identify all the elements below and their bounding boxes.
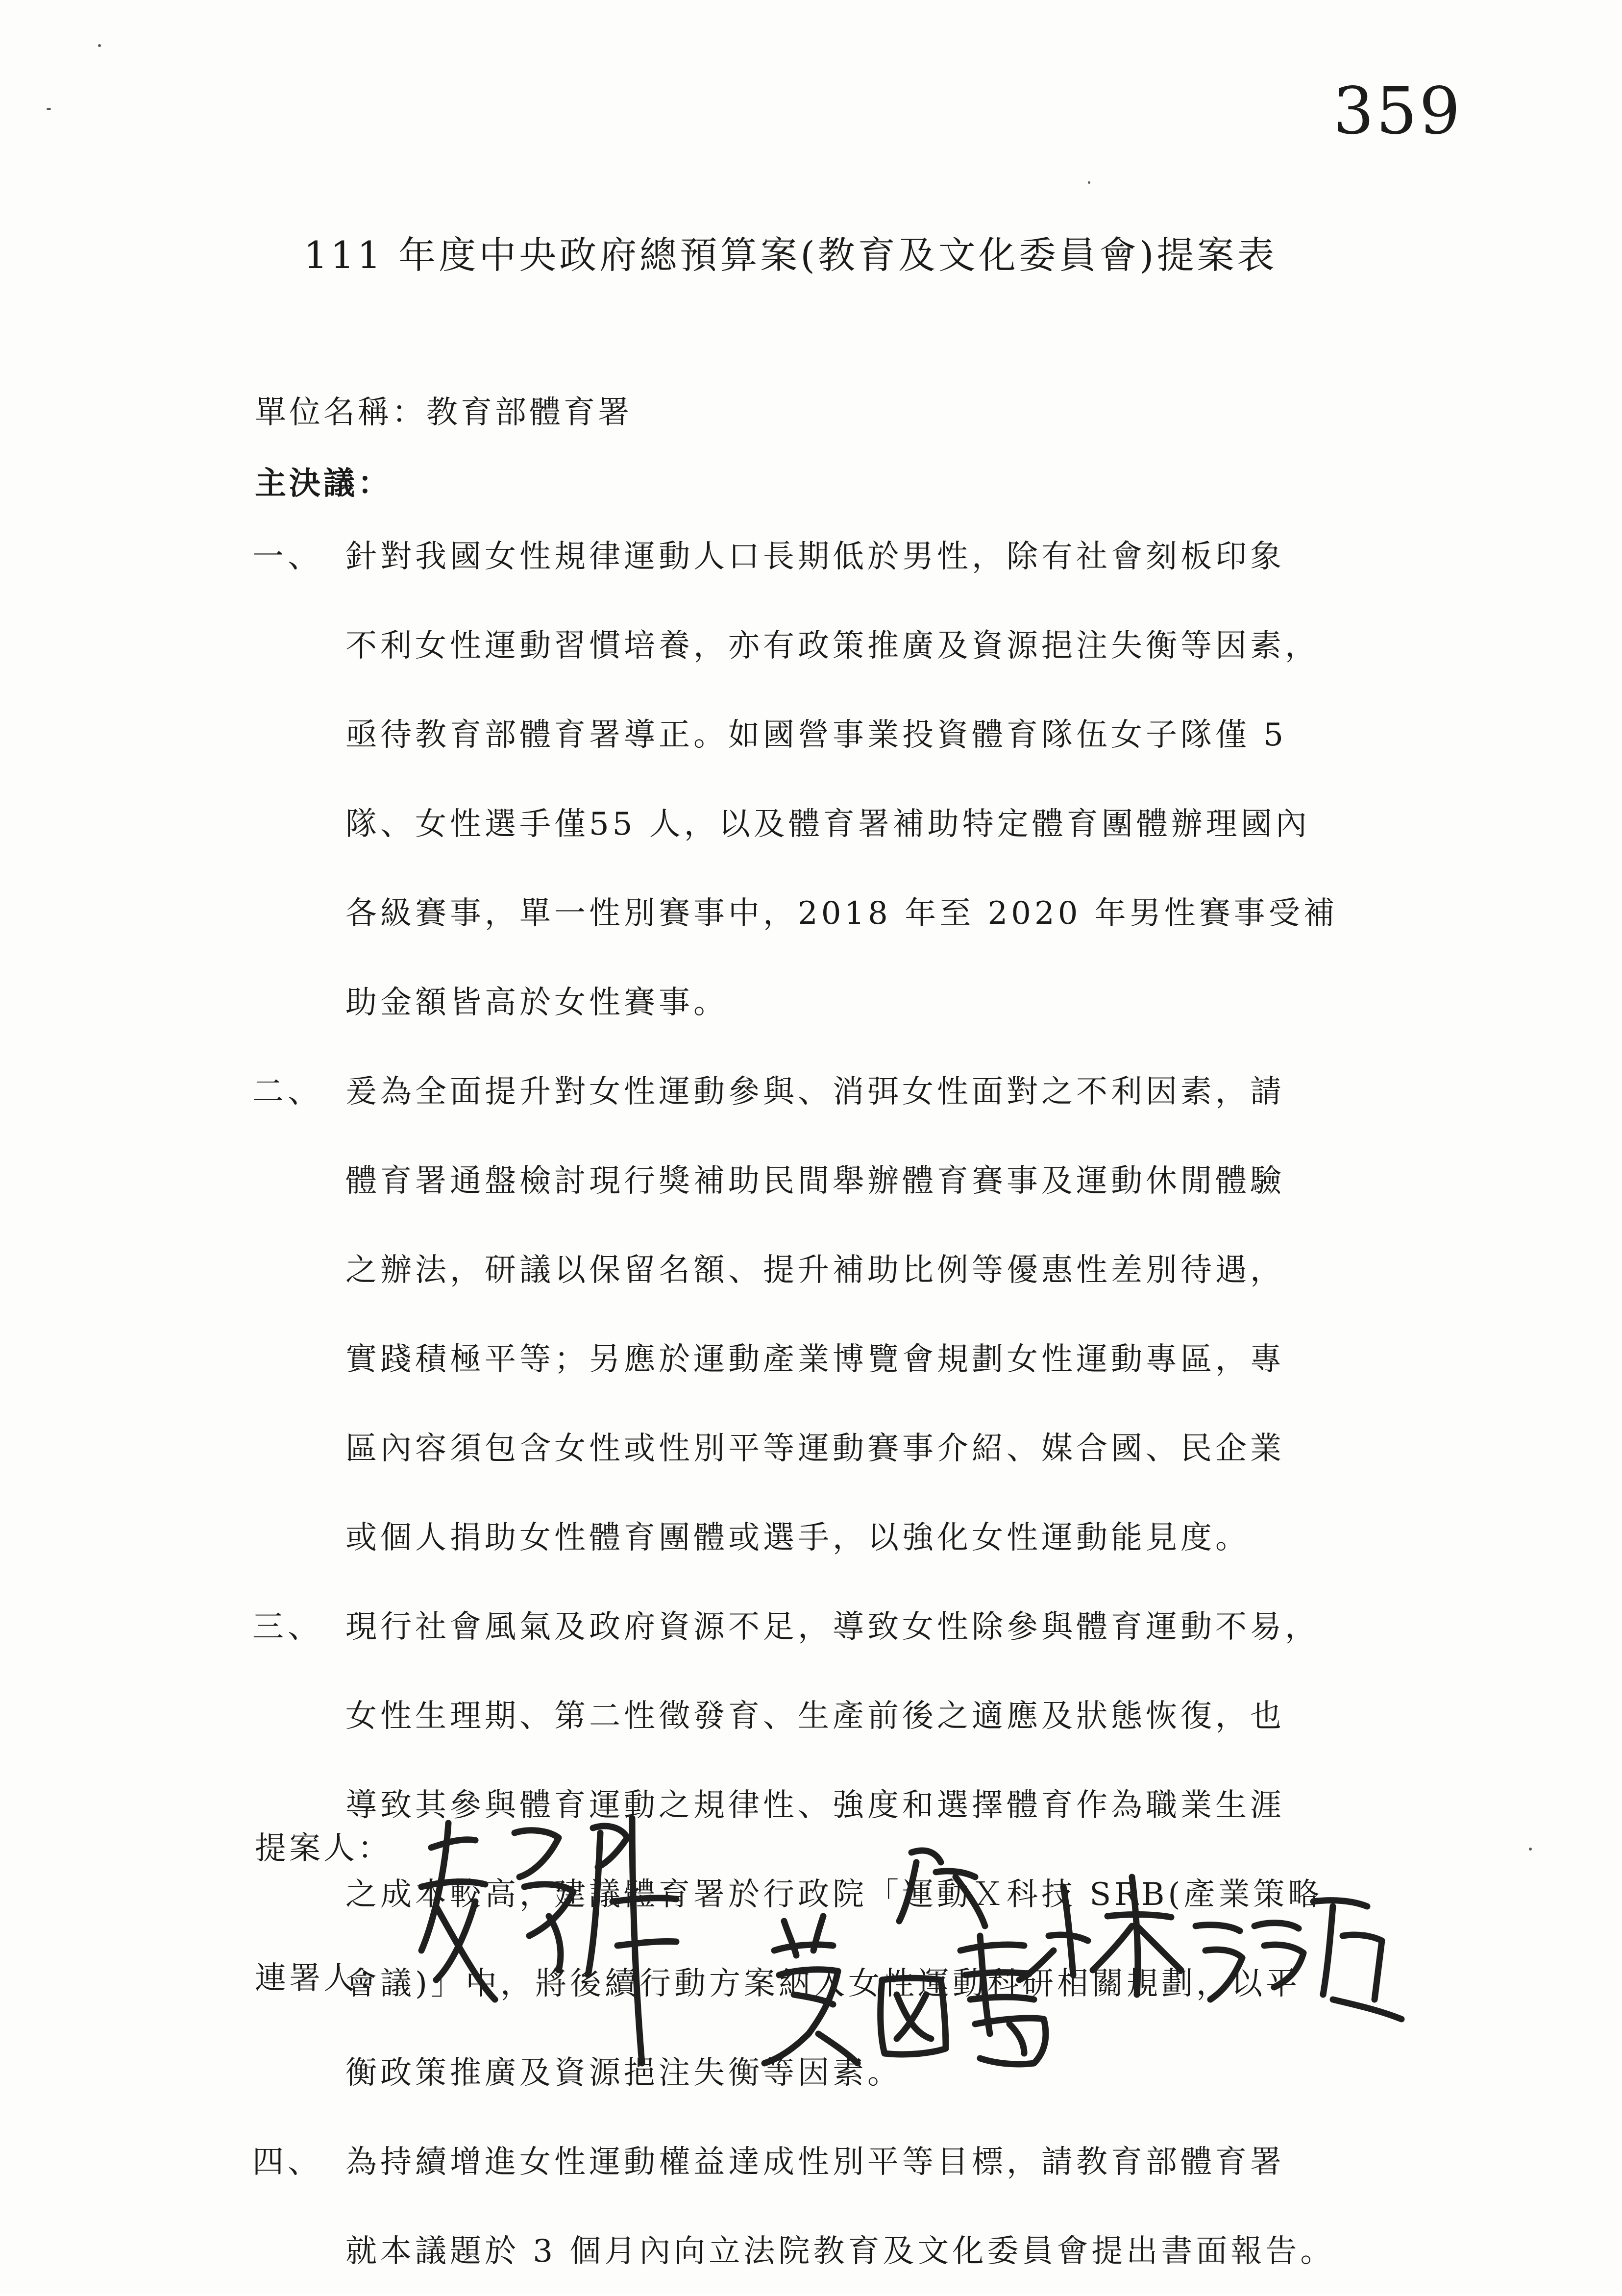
- resolution-item: [252, 512, 1379, 1047]
- item-line: 區內容須包含女性或性別平等運動賽事介紹、媒合國、民企業: [345, 1431, 1285, 1467]
- signature-2: [764, 1851, 985, 2063]
- item-line: 女性生理期、第二性徵發育、生產前後之適應及狀態恢復，也: [345, 1698, 1285, 1734]
- signature-3: [960, 1877, 1401, 2064]
- resolution-item: [252, 1047, 1379, 1582]
- item-line: 導致其參與體育運動之規律性、強度和選擇體育作為職業生涯: [345, 1787, 1285, 1824]
- item-line: 體育署通盤檢討現行獎補助民間舉辦體育賽事及運動休閒體驗: [345, 1163, 1285, 1199]
- item-line: 會議)」中，將後續行動方案納入女性運動科研相關規劃，以平: [345, 1966, 1301, 2002]
- item-line: 為持續增進女性運動權益達成性別平等目標，請教育部體育署: [345, 2144, 1285, 2180]
- resolution-item: [252, 2118, 1379, 2296]
- item-marker: 四、: [252, 2144, 323, 2180]
- scan-speck: [98, 44, 101, 47]
- item-marker: 二、: [252, 1074, 323, 1110]
- item-text: [345, 512, 1355, 1047]
- page-number: 359: [1333, 74, 1462, 149]
- proposer-label: 提案人：: [255, 1830, 392, 1867]
- item-line: 之成本較高，建議體育署於行政院「運動Ｘ科技 SRB(產業策略: [345, 1876, 1323, 1913]
- item-line: 不利女性運動習慣培養，亦有政策推廣及資源挹注失衡等因素，: [345, 628, 1320, 664]
- item-line: 就本議題於 3 個月內向立法院教育及文化委員會提出書面報告。: [345, 2233, 1335, 2270]
- item-line: 實踐積極平等；另應於運動產業博覽會規劃女性運動專區，專: [345, 1341, 1285, 1378]
- item-text: [345, 2118, 1355, 2296]
- item-marker: 一、: [252, 539, 323, 575]
- item-line: 或個人捐助女性體育團體或選手，以強化女性運動能見度。: [345, 1520, 1250, 1556]
- signature-1: [421, 1818, 676, 2063]
- item-line: 衡政策推廣及資源挹注失衡等因素。: [345, 2055, 902, 2091]
- scan-speck: [47, 108, 51, 110]
- item-line: 之辦法，研議以保留名額、提升補助比例等優惠性差別待遇，: [345, 1252, 1285, 1288]
- item-line: 隊、女性選手僅55 人，以及體育署補助特定體育團體辦理國內: [345, 806, 1310, 842]
- unit-line: [255, 387, 632, 432]
- document-title: 111 年度中央政府總預算案(教育及文化委員會)提案表: [304, 233, 1278, 277]
- item-line: 爰為全面提升對女性運動參與、消弭女性面對之不利因素，請: [345, 1074, 1285, 1110]
- item-line: 針對我國女性規律運動人口長期低於男性，除有社會刻板印象: [345, 539, 1285, 575]
- item-line: 助金額皆高於女性賽事。: [345, 985, 728, 1021]
- cosigner-label: 連署人：: [255, 1960, 392, 1997]
- unit-label: 單位名稱：: [255, 395, 426, 431]
- scan-speck: [1088, 181, 1090, 184]
- unit-value: 教育部體育署: [426, 395, 632, 431]
- item-text: [345, 1047, 1355, 1582]
- scan-speck: [1529, 1848, 1532, 1851]
- item-line: 現行社會風氣及政府資源不足，導致女性除參與體育運動不易，: [345, 1609, 1320, 1645]
- decision-heading: 主決議：: [255, 465, 392, 502]
- item-line: 各級賽事，單一性別賽事中，2018 年至 2020 年男性賽事受補: [345, 895, 1338, 932]
- item-line: 亟待教育部體育署導正。如國營事業投資體育隊伍女子隊僅 5: [345, 717, 1287, 753]
- handwritten-signatures: [402, 1789, 1529, 2083]
- item-marker: 三、: [252, 1609, 323, 1645]
